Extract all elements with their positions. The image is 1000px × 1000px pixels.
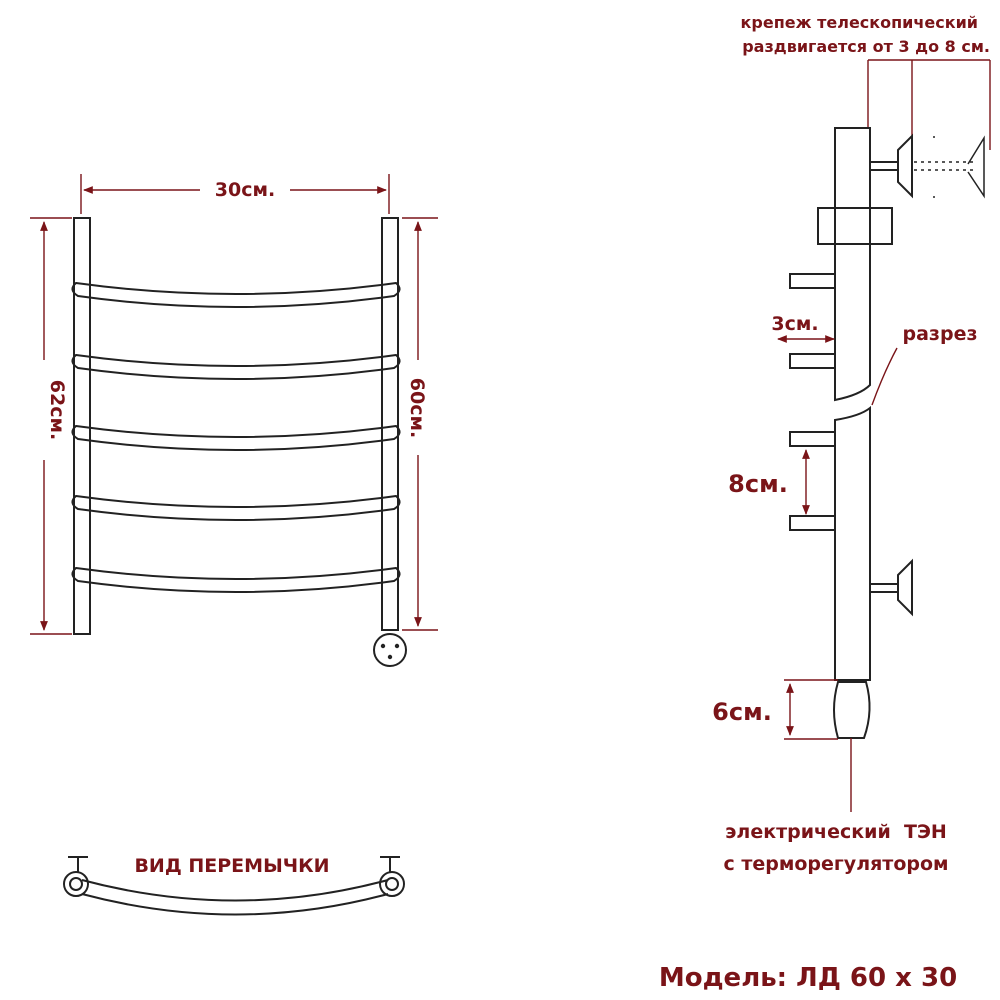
extended-wall-mount	[914, 136, 984, 198]
mount-label-line1: крепеж телескопический	[740, 13, 978, 32]
width-label: 30см.	[214, 179, 276, 201]
gap-3-label: 3см.	[771, 313, 819, 335]
side-view	[712, 13, 990, 875]
rung-1	[72, 283, 399, 307]
upper-wall-mount	[870, 136, 912, 196]
heater-label-line1: электрический ТЭН	[725, 821, 947, 843]
jumper-view	[64, 855, 404, 915]
rungs	[72, 283, 399, 592]
front-view	[30, 174, 438, 666]
section-callout	[872, 323, 978, 405]
right-height-dimension	[402, 218, 438, 630]
post-lower	[835, 408, 870, 680]
heater-offset-dimension	[712, 680, 838, 739]
jumper-view-title: ВИД ПЕРЕМЫЧКИ	[134, 855, 330, 877]
rung-5	[72, 568, 399, 592]
model-label: Модель: ЛД 60 х 30	[658, 963, 958, 993]
heater-label-line2: с терморегулятором	[723, 853, 949, 875]
left-height-dimension	[30, 218, 72, 634]
heater-connector	[374, 634, 406, 666]
gap-8-label: 8см.	[728, 470, 788, 498]
gap-3-dimension	[771, 313, 834, 339]
mount-label-line2: раздвигается от 3 до 8 см.	[742, 37, 990, 56]
post-upper	[835, 128, 870, 400]
upper-clamp	[818, 208, 892, 244]
height-left-label: 62см.	[46, 379, 68, 441]
width-dimension	[81, 174, 389, 214]
heater-offset-label: 6см.	[712, 698, 772, 726]
heater-element	[834, 682, 870, 738]
height-right-label: 60см.	[406, 377, 428, 439]
rung-2	[72, 355, 399, 379]
rung-4	[72, 496, 399, 520]
section-label: разрез	[902, 323, 978, 345]
rung-3	[72, 426, 399, 450]
lower-wall-mount	[870, 561, 912, 614]
gap-8-dimension	[728, 450, 806, 514]
telescopic-range-bracket	[868, 60, 990, 150]
